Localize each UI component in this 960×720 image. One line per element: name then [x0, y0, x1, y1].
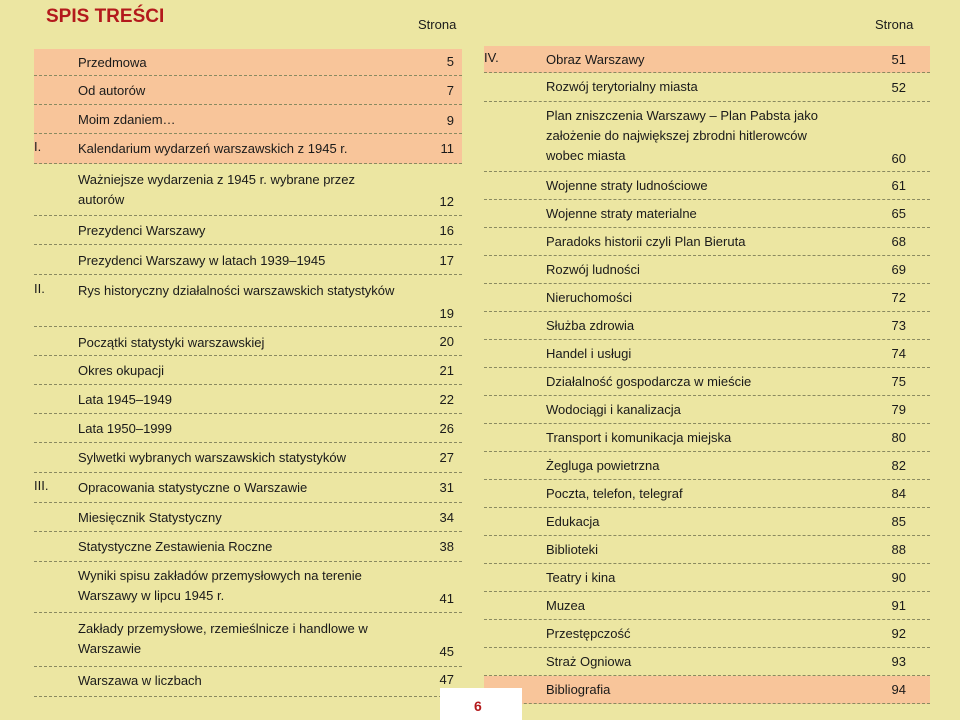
toc-row-page: 31: [439, 480, 454, 495]
toc-row[interactable]: [484, 200, 930, 228]
toc-row-label: Biblioteki: [546, 542, 599, 557]
toc-row[interactable]: [484, 424, 930, 452]
toc-row[interactable]: [484, 648, 930, 676]
toc-row-label: Lata 1945–1949: [78, 392, 172, 407]
toc-row-label: Zakłady przemysłowe, rzemieślnicze i handlowe w Warszawie: [78, 621, 368, 656]
toc-row-label: Poczta, telefon, telegraf: [546, 486, 683, 501]
toc-row-page: 17: [439, 253, 454, 268]
toc-row[interactable]: [484, 452, 930, 480]
toc-row-roman: IV.: [484, 50, 499, 65]
toc-row-label: Od autorów: [78, 83, 146, 98]
toc-row[interactable]: [484, 676, 930, 704]
toc-row-label: Miesięcznik Statystyczny: [78, 510, 222, 525]
toc-row-page: 22: [439, 392, 454, 407]
toc-row-label: Przestępczość: [546, 626, 631, 641]
toc-row[interactable]: [484, 396, 930, 424]
toc-row-page: 12: [439, 194, 454, 209]
toc-row-label: Warszawa w liczbach: [78, 673, 202, 688]
page-number: 6: [474, 698, 482, 714]
toc-row-label: Okres okupacji: [78, 363, 164, 378]
toc-row[interactable]: [484, 284, 930, 312]
toc-row[interactable]: [484, 340, 930, 368]
toc-row[interactable]: [484, 46, 930, 73]
toc-row-page: 19: [439, 306, 454, 321]
toc-row-label: Ważniejsze wydarzenia z 1945 r. wybrane przez autorów: [78, 172, 355, 207]
page-column-header-left: Strona: [418, 17, 457, 32]
toc-row-label: Rozwój terytorialny miasta: [546, 79, 698, 94]
toc-row-label: Działalność gospodarcza w mieście: [546, 374, 752, 389]
toc-row-page: 9: [446, 113, 454, 128]
toc-row-page: 79: [891, 402, 906, 417]
toc-row-page: 69: [891, 262, 906, 277]
toc-row-label: Paradoks historii czyli Plan Bieruta: [546, 234, 746, 249]
toc-row-page: 41: [439, 591, 454, 606]
toc-row-label: Żegluga powietrzna: [546, 458, 660, 473]
toc-row-page: 94: [891, 682, 906, 697]
toc-row-page: 75: [891, 374, 906, 389]
toc-row-label: Bibliografia: [546, 682, 611, 697]
toc-row-page: 26: [439, 421, 454, 436]
toc-row[interactable]: [484, 228, 930, 256]
toc-row-label: Straż Ogniowa: [546, 654, 632, 669]
toc-row-page: 68: [891, 234, 906, 249]
toc-row[interactable]: [484, 592, 930, 620]
toc-row-label: Przedmowa: [78, 55, 147, 70]
toc-row-page: 84: [891, 486, 906, 501]
toc-row-label: Obraz Warszawy: [546, 52, 645, 67]
toc-row-page: 93: [891, 654, 906, 669]
toc-row-roman: III.: [34, 478, 49, 493]
toc-row[interactable]: [484, 102, 930, 172]
toc-row-label: Wojenne straty materialne: [546, 206, 697, 221]
page-title: SPIS TREŚCI: [46, 6, 165, 27]
toc-row-page: 16: [439, 223, 454, 238]
toc-row-label: Prezydenci Warszawy w latach 1939–1945: [78, 253, 326, 268]
toc-row-label: Transport i komunikacja miejska: [546, 430, 732, 445]
toc-row-page: 52: [891, 80, 906, 95]
toc-row-page: 65: [891, 206, 906, 221]
toc-row-roman: II.: [34, 281, 45, 296]
toc-row-page: 80: [891, 430, 906, 445]
toc-row-page: 5: [446, 54, 454, 69]
toc-row-page: 27: [439, 450, 454, 465]
toc-row[interactable]: [484, 564, 930, 592]
toc-row-roman: I.: [34, 139, 42, 154]
toc-row-page: 88: [891, 542, 906, 557]
toc-row-label: Moim zdaniem…: [78, 112, 176, 127]
toc-row-page: 73: [891, 318, 906, 333]
toc-row-page: 38: [439, 539, 454, 554]
toc-row-page: 90: [891, 570, 906, 585]
toc-row-page: 85: [891, 514, 906, 529]
toc-row[interactable]: [484, 312, 930, 340]
toc-row-label: Muzea: [546, 598, 586, 613]
toc-row-page: 72: [891, 290, 906, 305]
toc-row-label: Statystyczne Zestawienia Roczne: [78, 539, 273, 554]
toc-row[interactable]: [484, 508, 930, 536]
page-column-header-right: Strona: [875, 17, 914, 32]
toc-row-page: 34: [439, 510, 454, 525]
toc-row-label: Sylwetki wybranych warszawskich statystyków: [78, 450, 347, 465]
toc-row-page: 7: [446, 83, 454, 98]
toc-row[interactable]: [484, 480, 930, 508]
toc-row-label: Początki statystyki warszawskiej: [78, 335, 265, 350]
toc-row-label: Służba zdrowia: [546, 318, 635, 333]
toc-row-page: 61: [891, 178, 906, 193]
toc-row[interactable]: [484, 172, 930, 200]
toc-row[interactable]: [484, 73, 930, 102]
toc-row-label: Wodociągi i kanalizacja: [546, 402, 681, 417]
toc-row-label: Teatry i kina: [546, 570, 616, 585]
toc-row-label: Lata 1950–1999: [78, 421, 172, 436]
toc-row-page: 92: [891, 626, 906, 641]
toc-row[interactable]: [484, 368, 930, 396]
toc-row-page: 20: [439, 334, 454, 349]
toc-row-page: 82: [891, 458, 906, 473]
toc-row-label: Opracowania statystyczne o Warszawie: [78, 480, 308, 495]
toc-row-page: 74: [891, 346, 906, 361]
toc-row-page: 47: [439, 672, 454, 687]
toc-row-page: 45: [439, 644, 454, 659]
toc-row-label: Rys historyczny działalności warszawskich statystyków: [78, 283, 395, 298]
toc-row[interactable]: [484, 620, 930, 648]
toc-row-page: 51: [891, 52, 906, 67]
toc-row[interactable]: [484, 536, 930, 564]
toc-row-page: 60: [891, 151, 906, 166]
toc-row-page: 91: [891, 598, 906, 613]
toc-row[interactable]: [484, 256, 930, 284]
toc-row-label: Wyniki spisu zakładów przemysłowych na terenie Warszawy w lipcu 1945 r.: [78, 568, 362, 603]
toc-row-label: Plan zniszczenia Warszawy – Plan Pabsta jako założenie do największej zbrodni hitlerowców wobec miasta: [546, 108, 818, 163]
toc-row-label: Edukacja: [546, 514, 600, 529]
toc-row-label: Nieruchomości: [546, 290, 632, 305]
toc-row-label: Rozwój ludności: [546, 262, 640, 277]
toc-row-page: 21: [439, 363, 454, 378]
toc-row-page: 11: [440, 141, 454, 156]
toc-row-label: Kalendarium wydarzeń warszawskich z 1945 r.: [78, 141, 348, 156]
toc-row-label: Prezydenci Warszawy: [78, 223, 206, 238]
toc-row-label: Handel i usługi: [546, 346, 632, 361]
toc-row-label: Wojenne straty ludnościowe: [546, 178, 708, 193]
